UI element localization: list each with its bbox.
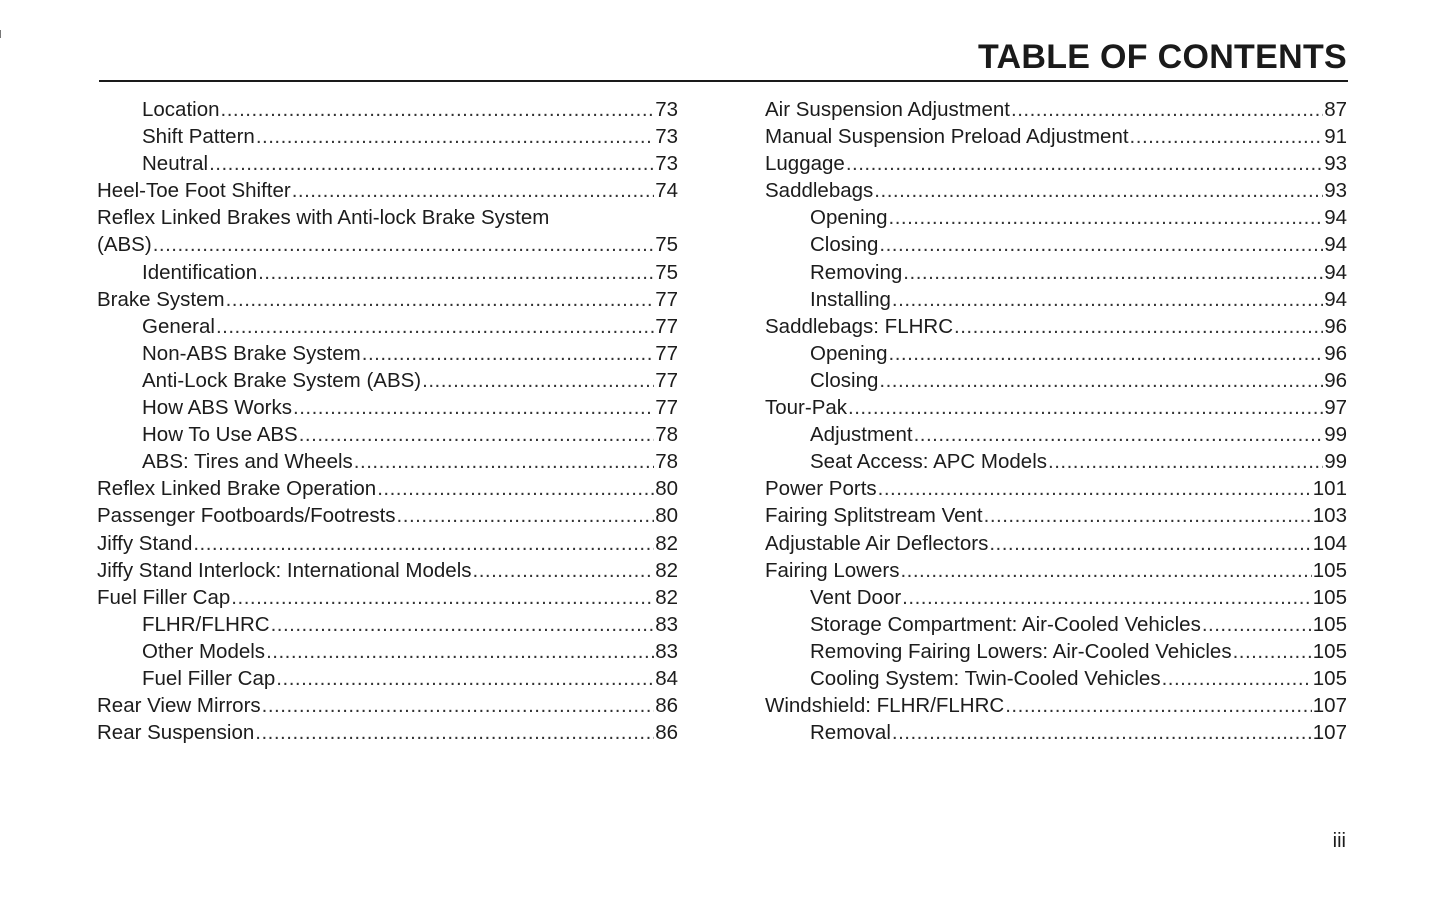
toc-entry-page: 74: [655, 179, 678, 203]
scan-margin-mark: [0, 30, 5, 38]
toc-entry-page: 99: [1324, 450, 1347, 474]
toc-dot-leader: [258, 259, 654, 286]
toc-dot-leader: [874, 177, 1323, 204]
toc-entry-page: 77: [655, 341, 678, 365]
toc-entry-page: 97: [1324, 396, 1347, 420]
toc-entry: [97, 665, 678, 692]
title-rule: [99, 80, 1348, 82]
toc-entry-title: Reflex Linked Brake Operation: [97, 477, 377, 501]
toc-dot-leader: [900, 557, 1311, 584]
toc-entry: [97, 584, 678, 611]
toc-dot-leader: [902, 584, 1312, 611]
toc-entry-title: Vent Door: [810, 585, 902, 609]
toc-dot-leader: [262, 692, 655, 719]
toc-entry-page: 105: [1312, 558, 1347, 582]
toc-entry-page: 107: [1312, 694, 1347, 718]
toc-entry: [765, 394, 1347, 421]
toc-dot-leader: [255, 719, 654, 746]
toc-entry-title: Shift Pattern: [142, 125, 255, 149]
toc-entry-title: Closing: [810, 368, 879, 392]
toc-dot-leader: [848, 394, 1323, 421]
toc-entry: [97, 96, 678, 123]
toc-entry: [765, 692, 1347, 719]
toc-entry: [765, 313, 1347, 340]
toc-entry-title: Removing Fairing Lowers: Air-Cooled Vehicles: [810, 639, 1232, 663]
toc-entry-title: Removal: [810, 721, 891, 745]
toc-entry-title: Saddlebags: FLHRC: [765, 314, 954, 338]
toc-entry-title: Power Ports: [765, 477, 877, 501]
toc-dot-leader: [216, 313, 654, 340]
toc-entry: [97, 204, 678, 231]
toc-dot-leader: [879, 231, 1323, 258]
toc-entry-page: 96: [1324, 341, 1347, 365]
toc-dot-leader: [1130, 123, 1324, 150]
toc-entry: [97, 692, 678, 719]
toc-entry: [765, 448, 1347, 475]
toc-dot-leader: [914, 421, 1324, 448]
toc-entry: [97, 448, 678, 475]
toc-right-column: [765, 96, 1347, 746]
toc-entry: [97, 394, 678, 421]
toc-dot-leader: [889, 204, 1324, 231]
toc-entry-title: Neutral: [142, 152, 209, 176]
toc-entry: [97, 719, 678, 746]
toc-entry-title: Fuel Filler Cap: [142, 666, 276, 690]
toc-entry-title: Passenger Footboards/Footrests: [97, 504, 396, 528]
toc-entry-page: 94: [1324, 287, 1347, 311]
toc-dot-leader: [209, 150, 654, 177]
toc-entry-page: 94: [1324, 233, 1347, 257]
toc-entry-title: FLHR/FLHRC: [142, 612, 270, 636]
toc-dot-leader: [292, 177, 654, 204]
toc-entry-page: 105: [1312, 612, 1347, 636]
toc-entry: [765, 286, 1347, 313]
toc-entry: [97, 340, 678, 367]
toc-entry: [97, 421, 678, 448]
toc-entry: [765, 177, 1347, 204]
toc-entry: [97, 150, 678, 177]
toc-entry-title: Cooling System: Twin-Cooled Vehicles: [810, 666, 1161, 690]
toc-entry-page: 101: [1312, 477, 1347, 501]
toc-entry-title: Adjustable Air Deflectors: [765, 531, 989, 555]
toc-entry-title: Fuel Filler Cap: [97, 585, 231, 609]
toc-entry-page: 78: [655, 450, 678, 474]
toc-entry-title: ABS: Tires and Wheels: [142, 450, 353, 474]
toc-entry: [765, 530, 1347, 557]
toc-entry-page: 82: [655, 585, 678, 609]
toc-entry-page: 103: [1312, 504, 1347, 528]
toc-entry-page: 75: [655, 260, 678, 284]
toc-entry-page: 80: [655, 504, 678, 528]
toc-dot-leader: [1011, 96, 1323, 123]
toc-entry-title: How ABS Works: [142, 396, 292, 420]
toc-entry: [97, 557, 678, 584]
toc-entry-title: Brake System: [97, 287, 225, 311]
toc-entry-title: Installing: [810, 287, 891, 311]
toc-entry-title: Opening: [810, 341, 888, 365]
toc-dot-leader: [221, 96, 655, 123]
toc-entry-page: 94: [1324, 206, 1347, 230]
toc-entry: [765, 150, 1347, 177]
toc-entry: [765, 584, 1347, 611]
toc-entry: [97, 231, 678, 258]
toc-entry: [765, 638, 1347, 665]
toc-entry: [765, 231, 1347, 258]
toc-entry: [97, 313, 678, 340]
toc-entry-title: How To Use ABS: [142, 423, 298, 447]
toc-entry-title: Fairing Splitstream Vent: [765, 504, 983, 528]
toc-entry-page: 82: [655, 531, 678, 555]
toc-entry-title: Adjustment: [810, 423, 913, 447]
toc-dot-leader: [1233, 638, 1312, 665]
toc-entry-page: 73: [655, 152, 678, 176]
toc-entry-title: Rear Suspension: [97, 721, 255, 745]
toc-dot-leader: [397, 502, 655, 529]
toc-entry: [765, 665, 1347, 692]
toc-entry: [765, 340, 1347, 367]
toc-entry-title: Saddlebags: [765, 179, 874, 203]
toc-entry: [97, 177, 678, 204]
toc-dot-leader: [276, 665, 654, 692]
toc-entry-page: 77: [655, 368, 678, 392]
toc-dot-leader: [266, 638, 654, 665]
toc-dot-leader: [1162, 665, 1312, 692]
toc-dot-leader: [879, 367, 1323, 394]
toc-entry: [765, 259, 1347, 286]
toc-entry-page: 86: [655, 721, 678, 745]
toc-dot-leader: [256, 123, 654, 150]
toc-entry-page: 93: [1324, 179, 1347, 203]
toc-entry-title: Luggage: [765, 152, 845, 176]
toc-entry-title: Tour-Pak: [765, 396, 848, 420]
toc-entry-title: Removing: [810, 260, 903, 284]
toc-entry-title: Location: [142, 98, 220, 121]
toc-entry-title: Non-ABS Brake System: [142, 341, 361, 365]
toc-entry: [97, 611, 678, 638]
toc-entry-page: 82: [655, 558, 678, 582]
toc-entry-title: Opening: [810, 206, 888, 230]
toc-entry: [97, 286, 678, 313]
toc-dot-leader: [892, 719, 1312, 746]
toc-entry-page: 94: [1324, 260, 1347, 284]
toc-entry-page: 87: [1324, 98, 1347, 121]
toc-entry-title: Rear View Mirrors: [97, 694, 261, 718]
toc-entry: [97, 367, 678, 394]
toc-entry-page: 96: [1324, 314, 1347, 338]
toc-entry-title: Closing: [810, 233, 879, 257]
toc-entry-title: Other Models: [142, 639, 266, 663]
toc-entry-page: 105: [1312, 666, 1347, 690]
toc-entry: [97, 502, 678, 529]
toc-dot-leader: [1005, 692, 1312, 719]
toc-dot-leader: [231, 584, 654, 611]
toc-entry-title: Air Suspension Adjustment: [765, 98, 1010, 121]
toc-entry: [765, 421, 1347, 448]
toc-dot-leader: [1048, 448, 1323, 475]
toc-dot-leader: [473, 557, 655, 584]
toc-dot-leader: [1202, 611, 1312, 638]
toc-entry-title: Anti-Lock Brake System (ABS): [142, 368, 422, 392]
toc-dot-leader: [377, 475, 654, 502]
toc-entry: [765, 475, 1347, 502]
toc-entry-page: 77: [655, 396, 678, 420]
toc-dot-leader: [362, 340, 654, 367]
toc-entry-page: 105: [1312, 585, 1347, 609]
toc-entry: [97, 475, 678, 502]
page-title: TABLE OF CONTENTS: [977, 38, 1347, 76]
toc-entry-page: 99: [1324, 423, 1347, 447]
toc-dot-leader: [153, 231, 655, 258]
toc-entry-page: 91: [1324, 125, 1347, 149]
toc-entry: [97, 259, 678, 286]
toc-entry-title: Identification: [142, 260, 258, 284]
toc-entry-page: 77: [655, 287, 678, 311]
toc-dot-leader: [354, 448, 654, 475]
toc-entry-page: 107: [1312, 721, 1347, 745]
toc-entry-title: Reflex Linked Brakes with Anti-lock Brake System: [97, 206, 550, 230]
toc-entry-title: (ABS): [97, 233, 152, 257]
toc-entry-title: Storage Compartment: Air-Cooled Vehicles: [810, 612, 1201, 636]
toc-entry-title: Fairing Lowers: [765, 558, 900, 582]
toc-entry-page: 83: [655, 639, 678, 663]
toc-entry-page: 105: [1312, 639, 1347, 663]
toc-entry-title: Jiffy Stand: [97, 531, 193, 555]
toc-entry: [765, 502, 1347, 529]
toc-entry-page: 84: [655, 666, 678, 690]
toc-dot-leader: [846, 150, 1323, 177]
toc-entry: [97, 123, 678, 150]
toc-dot-leader: [299, 421, 654, 448]
toc-entry: [765, 719, 1347, 746]
toc-dot-leader: [293, 394, 654, 421]
toc-entry: [765, 367, 1347, 394]
toc-entry: [765, 557, 1347, 584]
toc-dot-leader: [271, 611, 655, 638]
toc-entry: [765, 611, 1347, 638]
toc-entry: [97, 530, 678, 557]
toc-entry-page: 73: [655, 125, 678, 149]
toc-entry-page: 93: [1324, 152, 1347, 176]
toc-dot-leader: [889, 340, 1324, 367]
toc-dot-leader: [989, 530, 1311, 557]
toc-dot-leader: [226, 286, 655, 313]
toc-entry-page: 78: [655, 423, 678, 447]
toc-entry-title: Jiffy Stand Interlock: International Models: [97, 558, 472, 582]
toc-entry-title: General: [142, 314, 215, 338]
toc-entry-page: 96: [1324, 368, 1347, 392]
toc-dot-leader: [903, 259, 1323, 286]
toc-dot-leader: [878, 475, 1312, 502]
toc-entry: [97, 638, 678, 665]
toc-dot-leader: [984, 502, 1312, 529]
toc-dot-leader: [422, 367, 654, 394]
toc-entry-title: Manual Suspension Preload Adjustment: [765, 125, 1129, 149]
toc-entry-page: 75: [655, 233, 678, 257]
toc-entry-page: 104: [1312, 531, 1347, 555]
toc-entry-title: Windshield: FLHR/FLHRC: [765, 694, 1005, 718]
toc-entry-page: 86: [655, 694, 678, 718]
toc-entry-page: 80: [655, 477, 678, 501]
toc-dot-leader: [954, 313, 1323, 340]
toc-entry: [765, 123, 1347, 150]
toc-entry-title: Heel-Toe Foot Shifter: [97, 179, 291, 203]
page-number: iii: [1332, 830, 1346, 852]
toc-left-column: [97, 96, 678, 746]
toc-dot-leader: [193, 530, 654, 557]
toc-entry: [765, 96, 1347, 123]
toc-entry-page: 83: [655, 612, 678, 636]
toc-entry-title: Seat Access: APC Models: [810, 450, 1048, 474]
toc-entry-page: 77: [655, 314, 678, 338]
toc-entry: [765, 204, 1347, 231]
toc-entry-page: 73: [655, 98, 678, 121]
toc-dot-leader: [892, 286, 1323, 313]
